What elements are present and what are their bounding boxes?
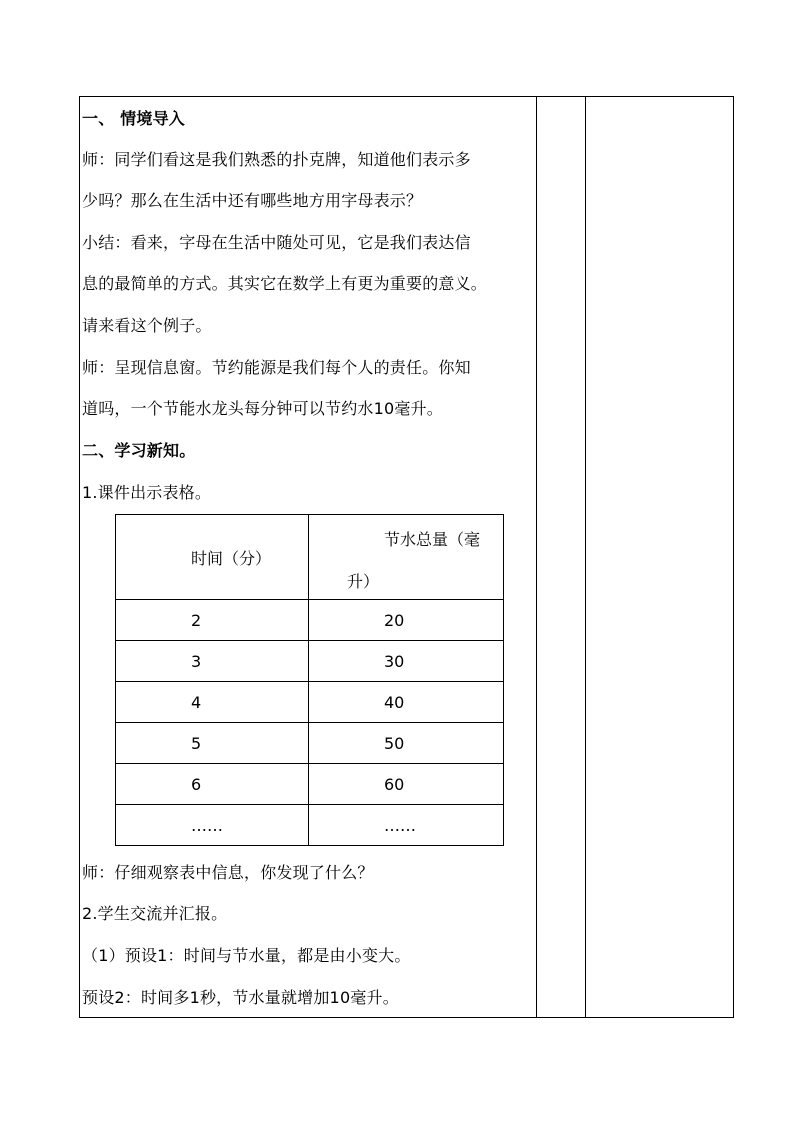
paragraph-line: 师：同学们看这是我们熟悉的扑克牌，知道他们表示多 xyxy=(82,150,471,169)
preset-line: （1）预设1：时间与节水量，都是由小变大。 xyxy=(82,946,411,965)
water-cell: …… xyxy=(309,805,504,846)
header-water-line2: 升） xyxy=(347,572,380,591)
time-cell: 4 xyxy=(116,682,309,723)
preset-line: 预设2：时间多1秒，节水量就增加10毫升。 xyxy=(82,988,399,1007)
water-saving-table xyxy=(115,514,504,846)
table-row xyxy=(116,641,504,682)
time-cell: 3 xyxy=(116,641,309,682)
water-cell: 40 xyxy=(309,682,504,723)
paragraph-line: 息的最简单的方式。其实它在数学上有更为重要的意义。 xyxy=(82,274,488,293)
water-cell: 60 xyxy=(309,764,504,805)
table-row xyxy=(116,805,504,846)
header-cell-time: 时间（分） xyxy=(116,515,309,600)
header-cell-water xyxy=(309,515,504,600)
time-cell: 2 xyxy=(116,600,309,641)
section-heading-2: 二、学习新知。 xyxy=(82,441,196,460)
water-cell: 20 xyxy=(309,600,504,641)
time-cell: …… xyxy=(116,805,309,846)
column-divider-1 xyxy=(536,97,537,1017)
time-cell: 5 xyxy=(116,723,309,764)
table-row xyxy=(116,764,504,805)
paragraph-line: 少吗？那么在生活中还有哪些地方用字母表示？ xyxy=(82,191,423,210)
water-cell: 50 xyxy=(309,723,504,764)
lesson-plan-table xyxy=(79,96,734,1018)
water-cell: 30 xyxy=(309,641,504,682)
paragraph-line: 小结：看来，字母在生活中随处可见，它是我们表达信 xyxy=(82,233,471,252)
paragraph-line: 道吗，一个节能水龙头每分钟可以节约水10毫升。 xyxy=(82,399,443,418)
paragraph-line: 请来看这个例子。 xyxy=(82,316,212,335)
list-item: 1.课件出示表格。 xyxy=(82,483,212,502)
paragraph-line: 师：呈现信息窗。节约能源是我们每个人的责任。你知 xyxy=(82,358,471,377)
header-water-line1: 节水总量（毫 xyxy=(384,530,481,549)
paragraph-line: 师：仔细观察表中信息，你发现了什么？ xyxy=(82,863,374,882)
table-row xyxy=(116,723,504,764)
section-heading-1: 一、 情境导入 xyxy=(82,109,185,128)
time-cell: 6 xyxy=(116,764,309,805)
table-row xyxy=(116,600,504,641)
table-header-row xyxy=(116,515,504,600)
column-divider-2 xyxy=(585,97,586,1017)
list-item: 2.学生交流并汇报。 xyxy=(82,904,228,923)
table-row xyxy=(116,682,504,723)
